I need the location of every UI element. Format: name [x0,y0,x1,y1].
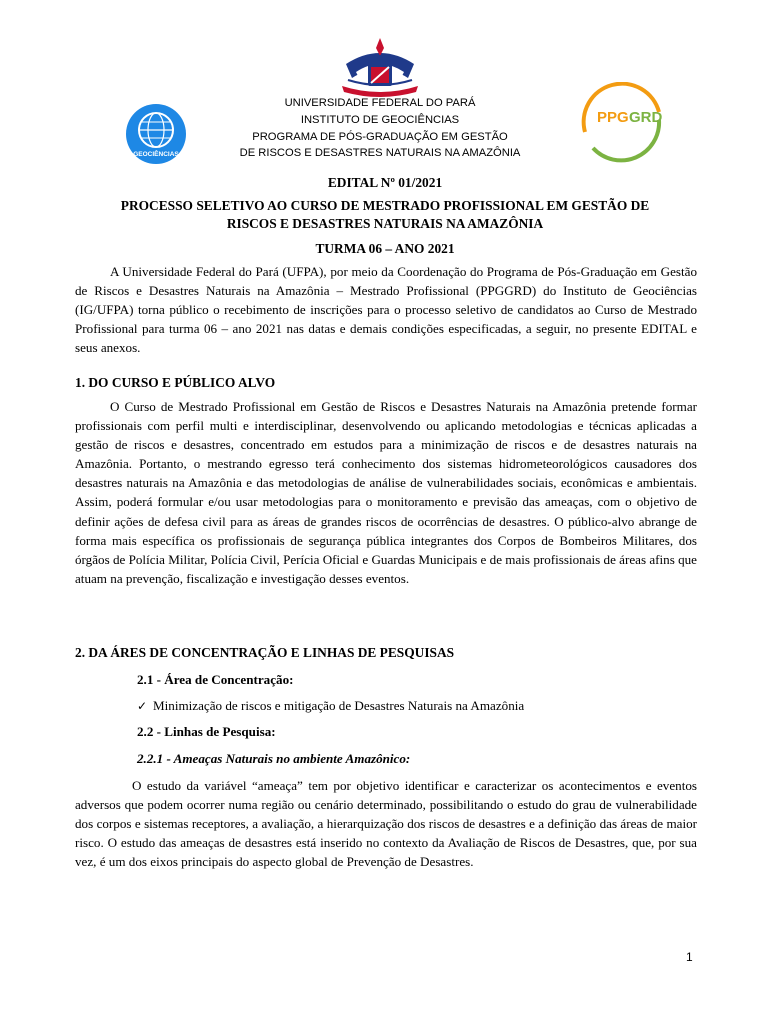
ppggrd-logo [573,82,669,168]
ppggrd-logo-text-a: PPG [597,109,629,126]
section2-2-1-paragraph [75,776,697,871]
section1-heading: 1. DO CURSO E PÚBLICO ALVO [75,375,276,390]
edital-title-line1: PROCESSO SELETIVO AO CURSO DE MESTRADO PROFISSIONAL EM GESTÃO DE [120,198,650,213]
geociencias-logo [125,103,187,165]
header-line-institute: INSTITUTO DE GEOCIÊNCIAS [300,113,460,126]
section2-1-heading: 2.1 - Área de Concentração: [137,672,294,687]
section2-heading: 2. DA ÁRES DE CONCENTRAÇÃO E LINHAS DE PESQUISAS [75,645,455,660]
checkmark-icon: ✓ [137,699,148,713]
edital-title-line2: RISCOS E DESASTRES NATURAIS NA AMAZÔNIA [226,216,544,231]
edital-turma: TURMA 06 – ANO 2021 [315,241,455,256]
concentration-area-text: Minimização de riscos e mitigação de Desastres Naturais na Amazônia [153,698,525,713]
section1-paragraph [75,397,697,588]
section2-2-1-text: O estudo da variável “ameaça” tem por objetivo identificar e caracterizar os acontecimentos e eventos adversos que podem ocorrer numa região ou cenário determinado, possibilitando o estudo do grau de vulnerabilidade dos corpos e sistemas receptores, a avaliação, a hierarquização dos riscos de desastres e a definição das áreas de maior risco. O estudo das ameaças de desastres está inserido no contexto da Avaliação de Riscos de Desastres, que, por sua vez, é um dos eixos principais do aspecto global de Prevenção de Desastres. [75,778,697,870]
concentration-area-item [137,697,524,715]
header-line-program: PROGRAMA DE PÓS-GRADUAÇÃO EM GESTÃO [252,130,508,143]
page-number: 1 [686,950,693,964]
intro-paragraph [75,262,697,357]
header-line-university: UNIVERSIDADE FEDERAL DO PARÁ [284,97,476,109]
section1-text: O Curso de Mestrado Profissional em Gestão de Riscos e Desastres Naturais na Amazônia pretende formar profissionais com perfil multi e interdisciplinar, desenvolvendo ou aplicando metodologias e técnicas aplicadas a gestão de riscos e desastres, concentrado em estudos para a minimização de riscos e de desastres naturais na Amazônia. Portanto, o mestrando egresso terá conhecimento dos sistemas hidrometeorológicos causadores dos desastres naturais na Amazônia e das metodologias de análise de vulnerabilidades sociais, econômicas e ambientais. Assim, poderá formular e/ou usar metodologias para o monitoramento e previsão das ameaças, com o objetivo de definir ações de defesa civil para as áreas de grandes riscos de ocorrências de desastres. O público-alvo abrange de forma mais específica os profissionais de segurança pública integrantes dos Corpos de Bombeiros Militares, dos órgãos de Polícia Militar, Polícia Civil, Perícia Oficial e Guardas Municipais e de mais profissionais de áreas afins que atuam na prevenção, fiscalização e investigação desses eventos. [75,399,697,586]
edital-number: EDITAL Nº 01/2021 [327,175,443,190]
section2-2-1-heading: 2.2.1 - Ameaças Naturais no ambiente Amazônico: [137,751,411,766]
geociencias-logo-text: GEOCIÊNCIAS [133,151,179,158]
intro-text: A Universidade Federal do Pará (UFPA), por meio da Coordenação do Programa de Pós-Graduação em Gestão de Riscos e Desastres Naturais na Amazônia – Mestrado Profissional (PPGGRD) do Instituto de Geociências (IG/UFPA) torna público o recebimento de inscrições para o processo seletivo de candidatos ao Curso de Mestrado Profissional para turma 06 – ano 2021 nas datas e demais condições especificadas, a seguir, no presente EDITAL e seus anexos. [75,264,697,356]
institution-header [200,95,560,162]
section2-2-heading: 2.2 - Linhas de Pesquisa: [137,724,276,739]
ppggrd-logo-text-b: GRD [629,109,663,126]
header-line-program-cont: DE RISCOS E DESASTRES NATURAIS NA AMAZÔNIA [239,147,521,160]
ufpa-crest-logo [338,34,422,102]
